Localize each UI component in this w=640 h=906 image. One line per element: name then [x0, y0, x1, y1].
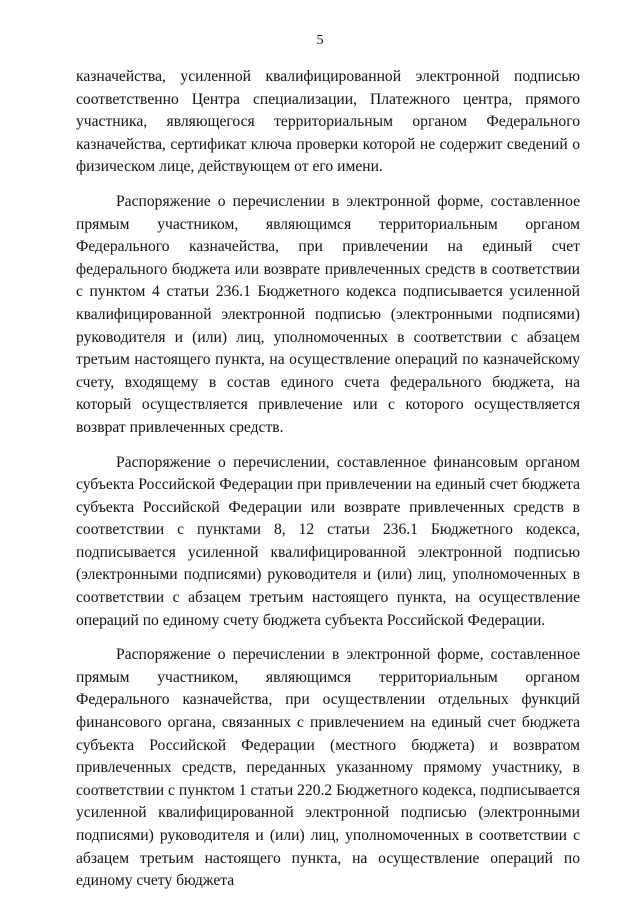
paragraph-continued: казначейства, усиленной квалифицированной электронной подписью соответственно Центра специализации, Платежного центра, прямого участника, являющегося территориальным органом Федерального казначейства, сертификат ключа проверки которой не содержит сведений о физическом лице, действующем от его имени. [76, 68, 580, 176]
document-body [76, 66, 580, 905]
paragraph-subject-budget-order: Распоряжение о перечислении, составленное финансовым органом субъекта Российской Федерации при привлечении на единый счет бюджета субъекта Российской Федерации или возврате привлеченных средств в соответствии с пунктами 8, 12 статьи 236.1 Бюджетного кодекса, подписывается усиленной квалифицированной электронной подписью (электронными подписями) руководителя и (или) лиц, уполномоченных в соответствии с абзацем третьим настоящего пункта, на осуществление операций по единому счету бюджета субъекта Российской Федерации. [76, 453, 580, 629]
paragraph-treasury-functions-order: Распоряжение о перечислении в электронной форме, составленное прямым участником, являющимся территориальным органом Федерального казначейства, при осуществлении отдельных функций финансового органа, связанных с привлечением на единый счет бюджета субъекта Российской Федерации (местного бюджета) и возвратом привлеченных средств, переданных указанному прямому участнику, в соответствии с пунктом 1 статьи 220.2 Бюджетного кодекса, подписывается усиленной квалифицированной электронной подписью (электронными подписями) руководителя и (или) лиц, уполномоченных в соответствии с абзацем третьим настоящего пункта, на осуществление операций по единому счету бюджета [76, 646, 580, 890]
page-number: 5 [316, 33, 324, 48]
paragraph-federal-budget-order: Распоряжение о перечислении в электронной форме, составленное прямым участником, являющимся территориальным органом Федерального казначейства, при привлечении на единый счет федерального бюджета или возврате привлеченных средств в соответствии с пунктом 4 статьи 236.1 Бюджетного кодекса подписывается усиленной квалифицированной электронной подписью (электронными подписями) руководителя и (или) лиц, уполномоченных в соответствии с абзацем третьим настоящего пункта, на осуществление операций по казначейскому счету, входящему в состав единого счета федерального бюджета, на который осуществляется привлечение или с которого осуществляется возврат привлеченных средств. [76, 192, 580, 436]
